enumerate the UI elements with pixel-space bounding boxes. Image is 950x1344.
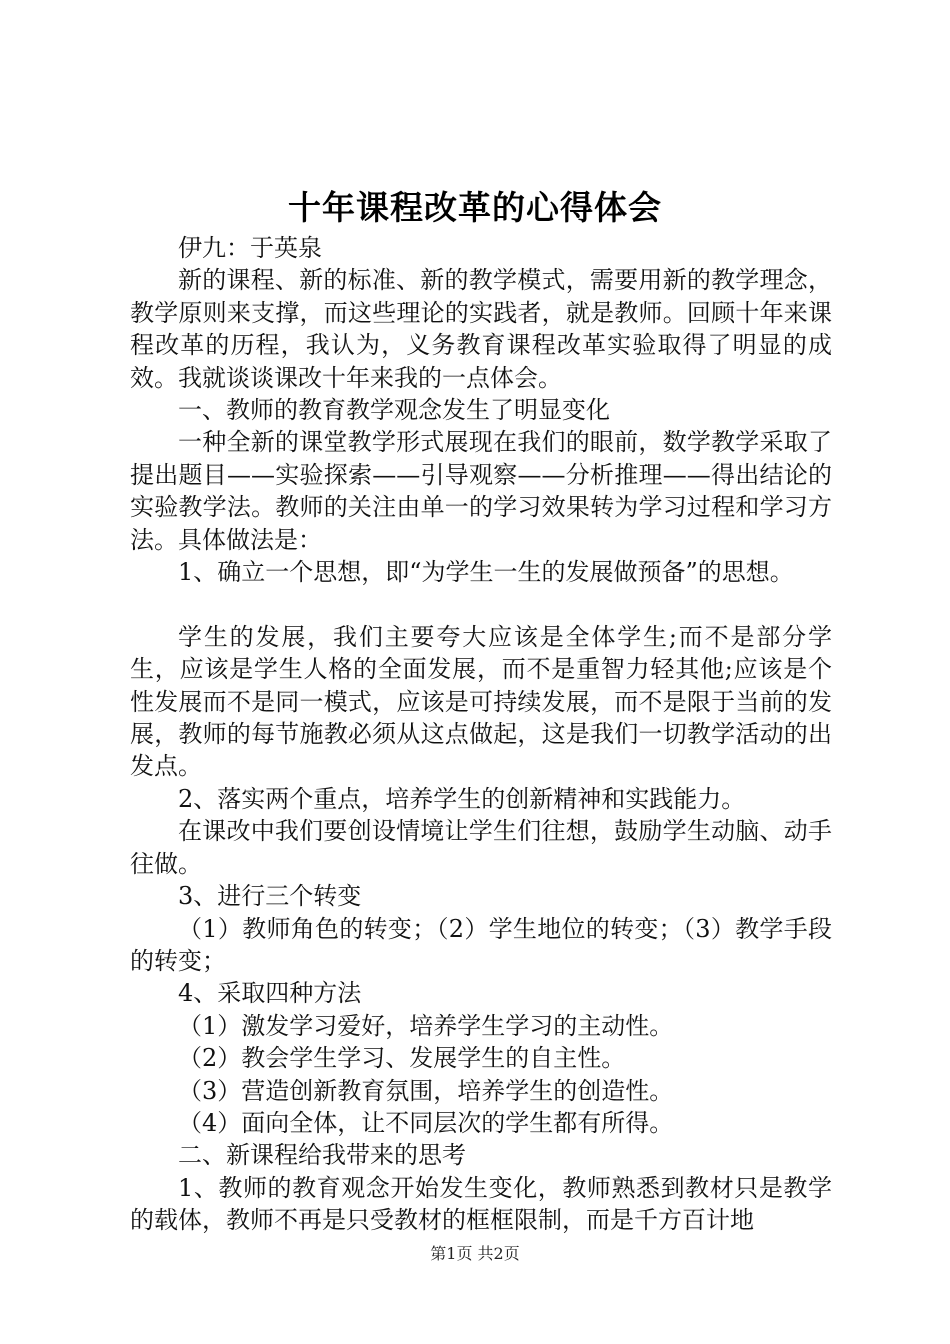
paragraph: 新的课程、新的标准、新的教学模式，需要用新的教学理念，教学原则来支撑，而这些理论的实践者，就是教师。回顾十年来课程改革的历程，我认为，义务教育课程改革实验取得了明显的成效。我就谈谈课改十年来我的一点体会。 [130, 266, 832, 392]
paragraph: 一种全新的课堂教学形式展现在我们的眼前，数学教学采取了提出题目——实验探索——引导观察——分析推理——得出结论的实验教学法。教师的关注由单一的学习效果转为学习过程和学习方法。具体做法是： [130, 428, 832, 554]
paragraph: 在课改中我们要创设情境让学生们往想，鼓励学生动脑、动手往做。 [130, 817, 832, 878]
list-item: 3、进行三个转变 [178, 882, 362, 911]
section-heading: 一、教师的教育教学观念发生了明显变化 [178, 396, 610, 425]
author-line: 伊九：于英泉 [178, 234, 322, 262]
list-item: （3）营造创新教育氛围，培养学生的创造性。 [178, 1076, 674, 1105]
list-item: 4、采取四种方法 [178, 979, 362, 1008]
blank-line [130, 588, 832, 620]
paragraph: 学生的发展，我们主要夸大应该是全体学生;而不是部分学生，应该是学生人格的全面发展，而不是重智力轻其他;应该是个性发展而不是同一模式，应该是可持续发展，而不是限于当前的发展，教师的每节施教必须从这点做起，这是我们一切教学活动的出发点。 [130, 622, 832, 781]
document-body [130, 232, 832, 1237]
paragraph: （1）教师角色的转变；（2）学生地位的转变；（3）教学手段的转变； [130, 914, 832, 975]
list-item: （1）激发学习爱好，培养学生学习的主动性。 [178, 1011, 674, 1040]
document-title: 十年课程改革的心得体会 [288, 188, 662, 227]
section-heading: 二、新课程给我带来的思考 [178, 1141, 466, 1170]
list-item: 1、确立一个思想，即“为学生一生的发展做预备”的思想。 [178, 558, 794, 587]
paragraph: 1、教师的教育观念开始发生变化，教师熟悉到教材只是教学的载体，教师不再是只受教材的框框限制，而是千方百计地 [130, 1173, 832, 1235]
list-item: （2）教会学生学习、发展学生的自主性。 [178, 1044, 626, 1073]
list-item: （4）面向全体，让不同层次的学生都有所得。 [178, 1108, 674, 1137]
page-footer: 第1页 共2页 [430, 1244, 520, 1263]
list-item: 2、落实两个重点，培养学生的创新精神和实践能力。 [178, 784, 746, 813]
